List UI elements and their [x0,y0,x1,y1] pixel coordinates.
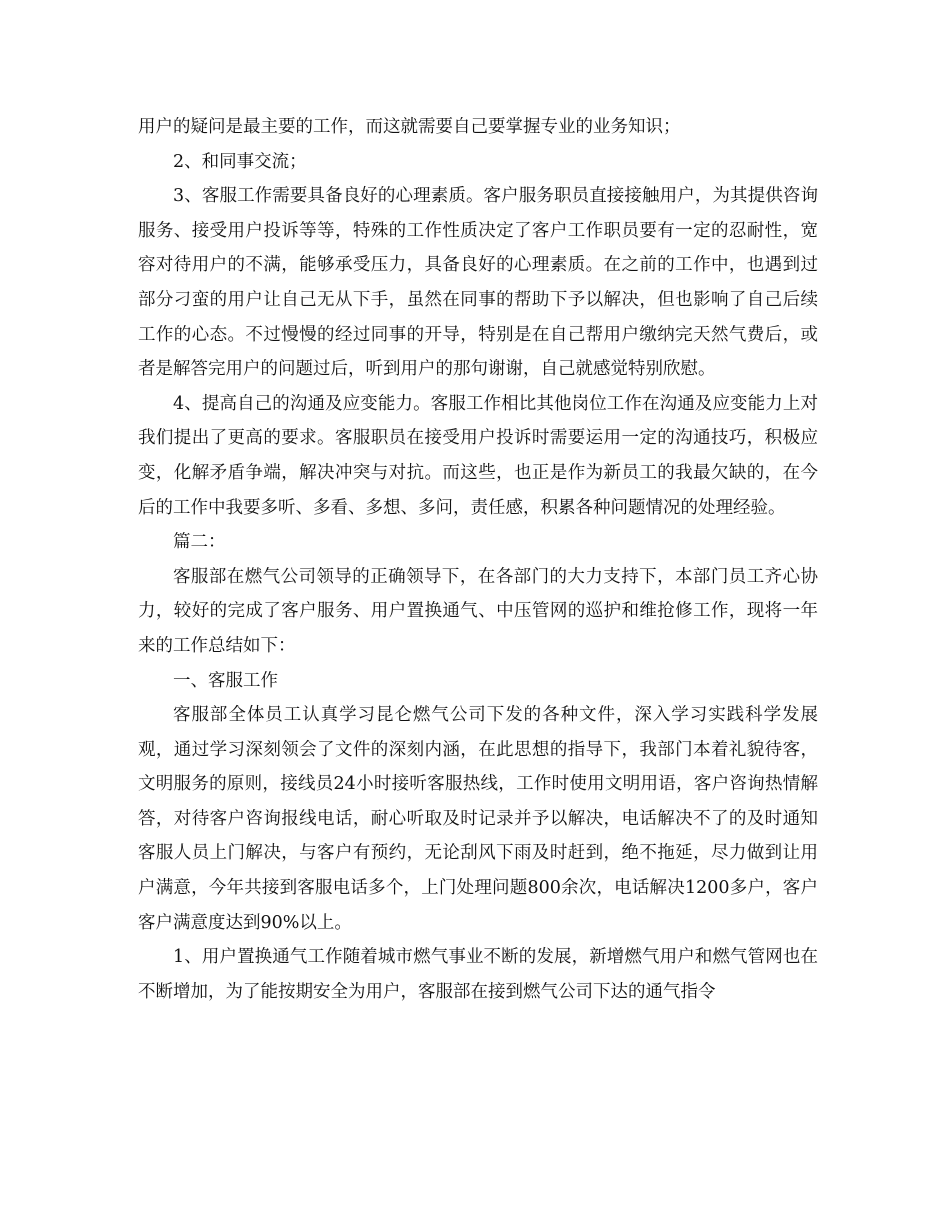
paragraph-intro: 客服部在燃气公司领导的正确领导下，在各部门的大力支持下，本部门员工齐心协力，较好的完成了客户服务、用户置换通气、中压管网的巡护和维抢修工作，现将一年来的工作总结如下： [138,566,818,656]
paragraph-item-3: 3、客服工作需要具备良好的心理素质。客户服务职员直接接触用户，为其提供咨询服务、接受用户投诉等等，特殊的工作性质决定了客户工作职员要有一定的忍耐性，宽容对待用户的不满，能够承受压力，具备良好的心理素质。在之前的工作中，也遇到过部分刁蛮的用户让自己无从下手，虽然在同事的帮助下予以解决，但也影响了自己后续工作的心态。不过慢慢的经过同事的开导，特别是在自己帮用户缴纳完天然气费后，或者是解答完用户的问题过后，听到用户的那句谢谢，自己就感觉特别欣慰。 [138,186,818,380]
section-heading-customer-service: 一、客服工作 [173,670,278,691]
paragraph-gas-replacement: 1、用户置换通气工作随着城市燃气事业不断的发展，新增燃气用户和燃气管网也在不断增加，为了能按期安全为用户，客服部在接到燃气公司下达的通气指令 [138,947,818,1002]
paragraph-item-4: 4、提高自己的沟通及应变能力。客服工作相比其他岗位工作在沟通及应变能力上对我们提出了更高的要求。客服职员在接受用户投诉时需要运用一定的沟通技巧，积极应变，化解矛盾争端，解决冲突与对抗。而这些，也正是作为新员工的我最欠缺的，在今后的工作中我要多听、多看、多想、多问，责任感，积累各种问题情况的处理经验。 [138,393,818,518]
paragraph-item-2: 2、和同事交流； [173,151,307,172]
paragraph-customer-service: 客服部全体员工认真学习昆仑燃气公司下发的各种文件，深入学习实践科学发展观，通过学习深刻领会了文件的深刻内涵，在此思想的指导下，我部门本着礼貌待客，文明服务的原则，接线员24小时接听客服热线，工作时使用文明用语，客户咨询热情解答，对待客户咨询报线电话，耐心听取及时记录并予以解决，电话解决不了的及时通知客服人员上门解决，与客户有预约，无论刮风下雨及时赶到，绝不拖延，尽力做到让用户满意，今年共接到客服电话多个，上门处理问题800余次，电话解决1200多户，客户客户满意度达到90%以上。 [138,705,818,933]
section-heading-part-two: 篇二： [173,532,226,553]
paragraph-continuation: 用户的疑问是最主要的工作，而这就需要自己要掌握专业的业务知识； [138,117,681,137]
document-body [138,110,818,1009]
